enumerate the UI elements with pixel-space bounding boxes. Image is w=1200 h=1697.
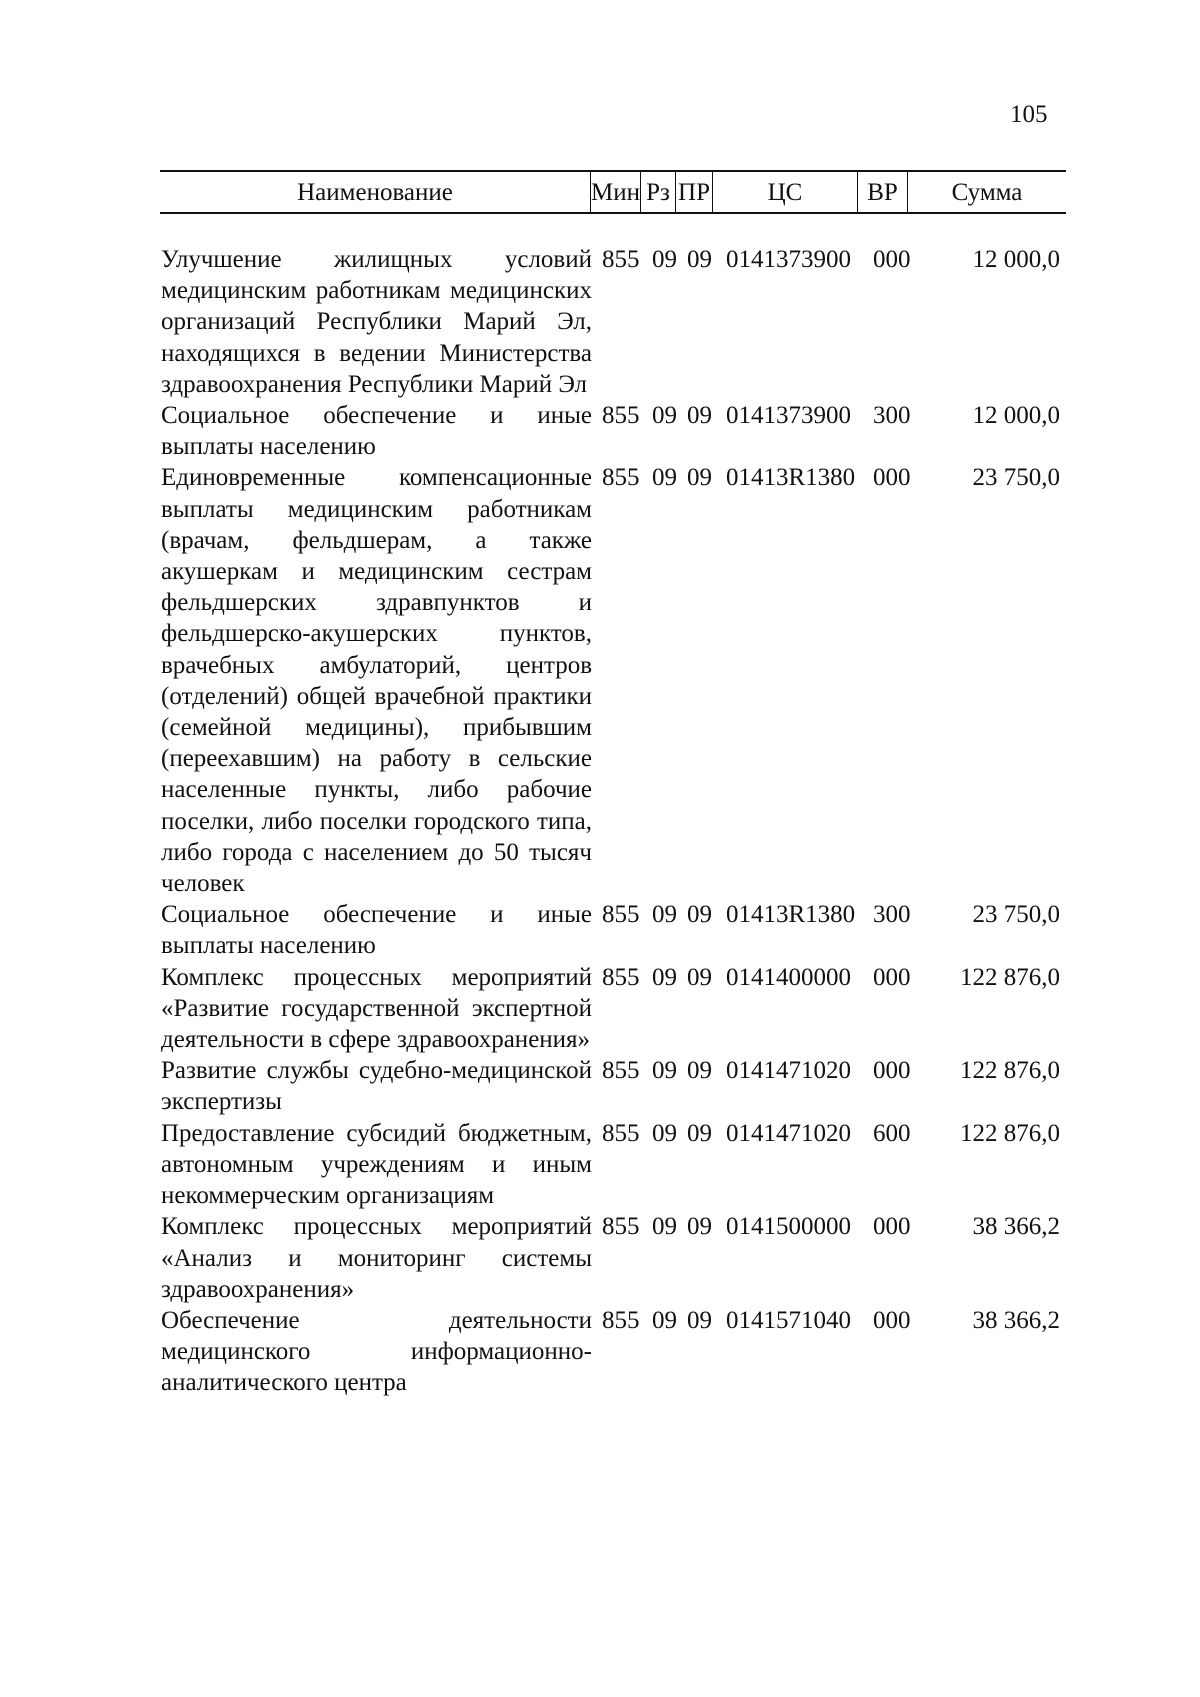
row-name: Улучшение жилищных условий медицинским работникам медицинских организаций Республики Марий Эл, находящихся в ведении Министерства здравоохранения Республики Марий Эл bbox=[161, 246, 592, 398]
row-sum: 38 366,2 bbox=[972, 1213, 1060, 1241]
row-min: 855 bbox=[602, 246, 640, 273]
table-row bbox=[0, 899, 1200, 961]
row-pr: 09 bbox=[687, 901, 712, 929]
page-number: 105 bbox=[1010, 101, 1048, 128]
row-vr: 000 bbox=[873, 246, 911, 273]
row-cs: 01413R1380 bbox=[726, 464, 856, 492]
row-pr: 09 bbox=[687, 1057, 712, 1085]
row-sum: 23 750,0 bbox=[972, 464, 1060, 492]
row-min: 855 bbox=[602, 1306, 640, 1334]
row-cs: 01413R1380 bbox=[726, 901, 856, 929]
row-cs: 0141373900 bbox=[726, 402, 851, 430]
row-cs: 0141373900 bbox=[726, 246, 851, 273]
row-rz: 09 bbox=[652, 963, 677, 991]
column-header-min: Мин bbox=[590, 172, 640, 212]
row-cs: 0141471020 bbox=[726, 1119, 851, 1147]
table-row bbox=[0, 1118, 1200, 1212]
row-min: 855 bbox=[602, 464, 640, 492]
row-rz: 09 bbox=[652, 464, 677, 492]
row-rz: 09 bbox=[652, 1057, 677, 1085]
row-rz: 09 bbox=[652, 1213, 677, 1241]
row-name: Комплекс процессных мероприятий «Анализ и мониторинг системы здравоохранения» bbox=[161, 1213, 592, 1303]
row-cs: 0141400000 bbox=[726, 963, 851, 991]
row-name: Социальное обеспечение и иные выплаты населению bbox=[161, 402, 592, 461]
table-row bbox=[0, 1211, 1200, 1305]
row-name: Единовременные компенсационные выплаты медицинским работникам (врачам, фельдшерам, а также акушеркам и медицинским сестрам фельдшерских здравпунктов и фельдшерско-акушерских пунктов, врачебных амбулаторий, центров (отделений) общей врачебной практики (семейной медицины), прибывшим (переехавшим) на работу в сельские населенные пункты, либо рабочие поселки, либо поселки городского типа, либо города с населением до 50 тысяч человек bbox=[161, 464, 592, 898]
row-sum: 23 750,0 bbox=[972, 901, 1060, 929]
row-min: 855 bbox=[602, 1057, 640, 1085]
row-vr: 300 bbox=[873, 901, 911, 929]
row-min: 855 bbox=[602, 963, 640, 991]
row-rz: 09 bbox=[652, 402, 677, 430]
table-row bbox=[0, 400, 1200, 462]
row-vr: 000 bbox=[873, 1213, 911, 1241]
row-sum: 12 000,0 bbox=[972, 402, 1060, 430]
row-name: Социальное обеспечение и иные выплаты населению bbox=[161, 901, 592, 960]
row-vr: 000 bbox=[873, 464, 911, 492]
row-min: 855 bbox=[602, 402, 640, 430]
row-pr: 09 bbox=[687, 402, 712, 430]
row-name: Комплекс процессных мероприятий «Развитие государственной экспертной деятельности в сфере здравоохранения» bbox=[161, 963, 592, 1054]
row-name: Обеспечение деятельности медицинского информационно-аналитического центра bbox=[161, 1306, 592, 1397]
row-cs: 0141471020 bbox=[726, 1057, 851, 1085]
row-cs: 0141500000 bbox=[726, 1213, 851, 1241]
row-min: 855 bbox=[602, 1119, 640, 1147]
row-rz: 09 bbox=[652, 901, 677, 929]
row-sum: 12 000,0 bbox=[972, 246, 1060, 273]
row-vr: 300 bbox=[873, 402, 911, 430]
row-sum: 38 366,2 bbox=[972, 1306, 1060, 1334]
row-min: 855 bbox=[602, 1213, 640, 1241]
column-header-sum: Сумма bbox=[907, 172, 1066, 212]
row-min: 855 bbox=[602, 901, 640, 929]
table-row bbox=[0, 1305, 1200, 1399]
row-rz: 09 bbox=[652, 1119, 677, 1147]
row-sum: 122 876,0 bbox=[960, 963, 1060, 991]
row-vr: 000 bbox=[873, 963, 911, 991]
table-row bbox=[0, 962, 1200, 1056]
row-sum: 122 876,0 bbox=[960, 1057, 1060, 1085]
row-pr: 09 bbox=[687, 1306, 712, 1334]
row-pr: 09 bbox=[687, 963, 712, 991]
row-pr: 09 bbox=[687, 246, 712, 273]
row-cs: 0141571040 bbox=[726, 1306, 851, 1334]
row-sum: 122 876,0 bbox=[960, 1119, 1060, 1147]
column-header-vr: ВР bbox=[857, 172, 907, 212]
row-pr: 09 bbox=[687, 464, 712, 492]
row-name: Развитие службы судебно-медицинской экспертизы bbox=[161, 1057, 592, 1116]
table-body bbox=[0, 244, 1200, 1399]
column-header-cs: ЦС bbox=[712, 172, 857, 212]
column-header-pr: ПР bbox=[675, 172, 712, 212]
table-row bbox=[0, 1055, 1200, 1117]
column-header-name: Наименование bbox=[297, 179, 453, 206]
table-row bbox=[0, 244, 1200, 400]
row-rz: 09 bbox=[652, 246, 677, 273]
row-pr: 09 bbox=[687, 1119, 712, 1147]
row-pr: 09 bbox=[687, 1213, 712, 1241]
row-vr: 000 bbox=[873, 1057, 911, 1085]
row-vr: 000 bbox=[873, 1306, 911, 1334]
row-vr: 600 bbox=[873, 1119, 911, 1147]
table-header bbox=[160, 170, 1066, 214]
row-rz: 09 bbox=[652, 1306, 677, 1334]
table-row bbox=[0, 462, 1200, 899]
column-header-rz: Рз bbox=[640, 172, 675, 212]
row-name: Предоставление субсидий бюджетным, автономным учреждениям и иным некоммерческим организациям bbox=[161, 1119, 592, 1210]
